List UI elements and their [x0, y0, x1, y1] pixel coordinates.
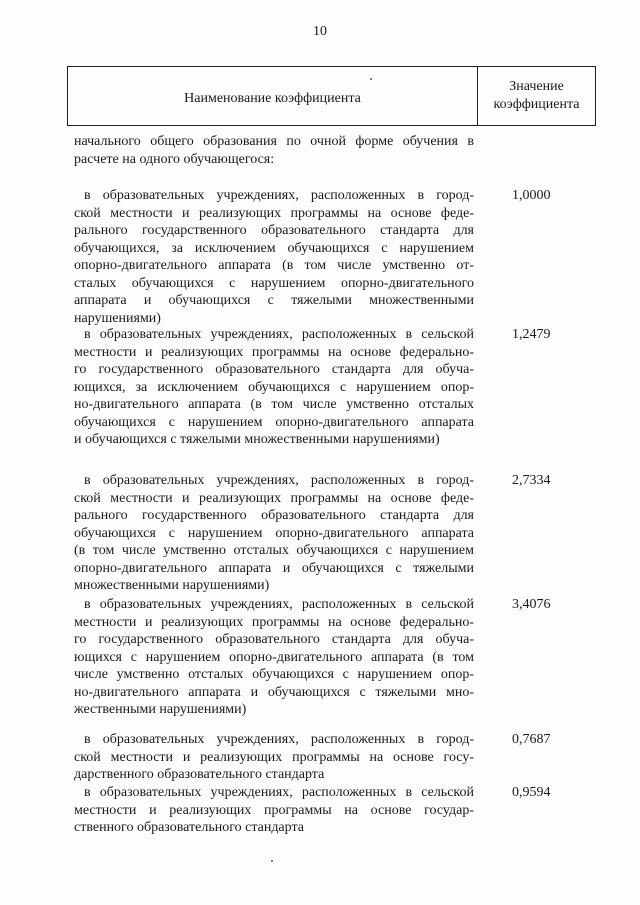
table-header [67, 66, 596, 126]
description-line: ющихся с нарушением опорно-двигательного аппарата (в том [74, 649, 474, 665]
coefficient-row [74, 187, 551, 327]
description-line: ственного образовательного стандарта [74, 820, 304, 835]
description-line: аппарата и обучающихся с тяжелыми множественными [74, 293, 474, 308]
description-line: дарственного образовательного стандарта [74, 767, 325, 782]
description-line: в образовательных учреждениях, расположенных в город- [84, 188, 474, 203]
description-line: в образовательных учреждениях, расположенных в город- [84, 732, 474, 747]
coefficient-row [74, 326, 551, 449]
description-line: местности и реализующих программы на основе федерально- [74, 614, 474, 630]
column-header-value: Значение коэффициента [493, 79, 580, 112]
coefficient-description [74, 596, 474, 719]
description-line: в образовательных учреждениях, расположенных в сельской [84, 597, 474, 612]
description-line: местности и реализующих программы на основе государ- [74, 802, 474, 818]
coefficient-row [74, 731, 551, 784]
description-line: числе умственно отсталых обучающихся с нарушением опор- [74, 667, 474, 682]
description-line: и обучающихся с тяжелыми множественными нарушениями) [74, 432, 440, 447]
description-line: но-двигательного аппарата (в том числе умственно отсталых [74, 397, 474, 412]
description-line: но-двигательного аппарата и обучающихся с тяжелыми мно- [74, 684, 474, 700]
page-number: 10 [313, 24, 327, 39]
description-line: (в том числе умственно отсталых обучающихся с нарушением [74, 543, 474, 558]
intro-line: расчете на одного обучающегося: [74, 151, 275, 167]
description-line: го государственного образовательного стандарта для обуча- [74, 632, 474, 647]
coefficient-value: 1,0000 [512, 188, 551, 203]
description-line: в образовательных учреждениях, расположенных в сельской [84, 327, 474, 342]
coefficient-value: 1,2479 [512, 327, 551, 342]
description-line: множественными нарушениями) [74, 578, 270, 593]
coefficient-description [74, 326, 474, 449]
description-line: ской местности и реализующих программы на основе феде- [74, 205, 474, 221]
coefficient-value: 2,7334 [512, 473, 551, 488]
coefficient-row [74, 472, 551, 595]
coefficient-value: 3,4076 [512, 597, 551, 612]
description-line: опорно-двигательного аппарата (в том числе умственно от- [74, 258, 474, 273]
description-line: ской местности и реализующих программы на основе феде- [74, 490, 474, 506]
intro-line: начального общего образования по очной форме обучения в [74, 134, 474, 149]
description-line: обучающихся, за исключением обучающихся с нарушением [74, 240, 474, 256]
description-line: нарушениями) [74, 310, 161, 326]
description-line: жественными нарушениями) [74, 702, 247, 717]
description-line: ской местности и реализующих программы на основе госу- [74, 749, 474, 765]
coefficient-description [74, 731, 474, 784]
description-line: местности и реализующих программы на основе федерально- [74, 344, 474, 360]
coefficient-description [74, 472, 474, 595]
description-line: рального государственного образовательного стандарта для [74, 508, 474, 523]
description-line: обучающихся с нарушением опорно-двигательного аппарата [74, 414, 474, 430]
description-line: рального государственного образовательного стандарта для [74, 223, 474, 238]
coefficient-description [74, 187, 474, 327]
description-line: в образовательных учреждениях, расположенных в сельской [84, 785, 474, 800]
intro-text [74, 133, 474, 168]
description-line: сталых обучающихся с нарушением опорно-двигательного [74, 275, 474, 291]
coefficient-value: 0,9594 [512, 785, 551, 800]
description-line: опорно-двигательного аппарата и обучающихся с тяжелыми [74, 560, 474, 576]
coefficient-row [74, 596, 551, 719]
coefficient-value: 0,7687 [512, 732, 551, 747]
description-line: го государственного образовательного стандарта для обуча- [74, 362, 474, 377]
description-line: обучающихся с нарушением опорно-двигательного аппарата [74, 525, 474, 541]
coefficient-description [74, 784, 474, 837]
scan-speck [271, 860, 273, 862]
coefficient-row [74, 784, 551, 837]
description-line: в образовательных учреждениях, расположенных в город- [84, 473, 474, 488]
description-line: ющихся, за исключением обучающихся с нарушением опор- [74, 379, 474, 395]
column-header-name: Наименование коэффициента [68, 67, 478, 125]
scan-speck [370, 78, 372, 80]
